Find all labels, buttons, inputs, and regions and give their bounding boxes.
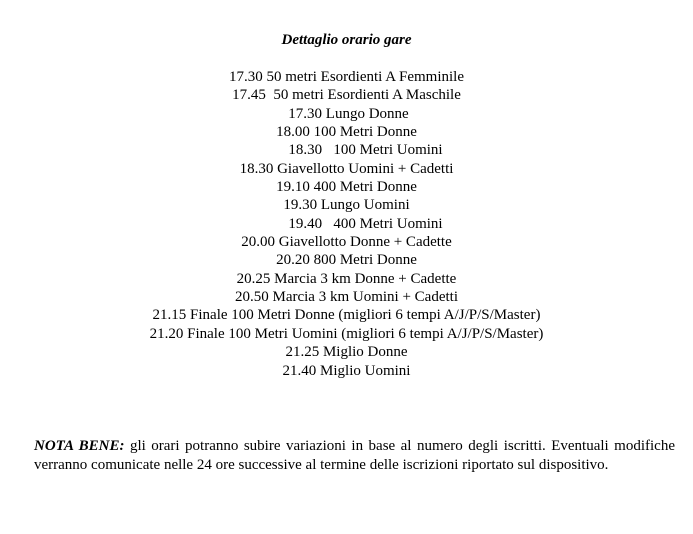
schedule-item: 17.30 50 metri Esordienti A Femminile	[229, 69, 464, 85]
schedule-item: 19.30 Lungo Uomini	[283, 197, 410, 214]
schedule-item: 20.50 Marcia 3 km Uomini + Cadetti	[234, 289, 458, 306]
schedule-item: 20.25 Marcia 3 km Donne + Cadette	[236, 270, 457, 287]
schedule-item: 17.30 Lungo Donne	[288, 105, 409, 122]
schedule-list	[0, 68, 693, 380]
schedule-item: 21.40 Miglio Uomini	[282, 362, 411, 379]
schedule-item: 17.45 50 metri Esordienti A Maschile	[232, 87, 461, 104]
schedule-item: 18.30 Giavellotto Uomini + Cadetti	[239, 160, 454, 177]
schedule-item: 18.00 100 Metri Donne	[276, 124, 417, 141]
schedule-item: 21.15 Finale 100 Metri Donne (migliori 6 tempi A/J/P/S/Master)	[152, 307, 541, 324]
schedule-item: 21.20 Finale 100 Metri Uomini (migliori 6 tempi A/J/P/S/Master)	[149, 325, 544, 342]
schedule-item: 20.00 Giavellotto Donne + Cadette	[241, 234, 452, 251]
schedule-item: 21.25 Miglio Donne	[285, 344, 408, 361]
schedule-item: 20.20 800 Metri Donne	[276, 252, 417, 269]
note-paragraph	[34, 437, 675, 474]
note-text: gli orari potranno subire variazioni in base al numero degli iscritti. Eventuali modifiche verranno comunicate nelle 24 ore successive al termine delle iscrizioni riportato sul dispositivo.	[34, 438, 675, 473]
schedule-item: 19.10 400 Metri Donne	[276, 179, 417, 196]
schedule-item: 18.30 100 Metri Uomini	[288, 142, 443, 159]
schedule-item: 19.40 400 Metri Uomini	[288, 215, 443, 232]
page-title: Dettaglio orario gare	[281, 32, 412, 48]
note-label: NOTA BENE:	[34, 438, 125, 454]
